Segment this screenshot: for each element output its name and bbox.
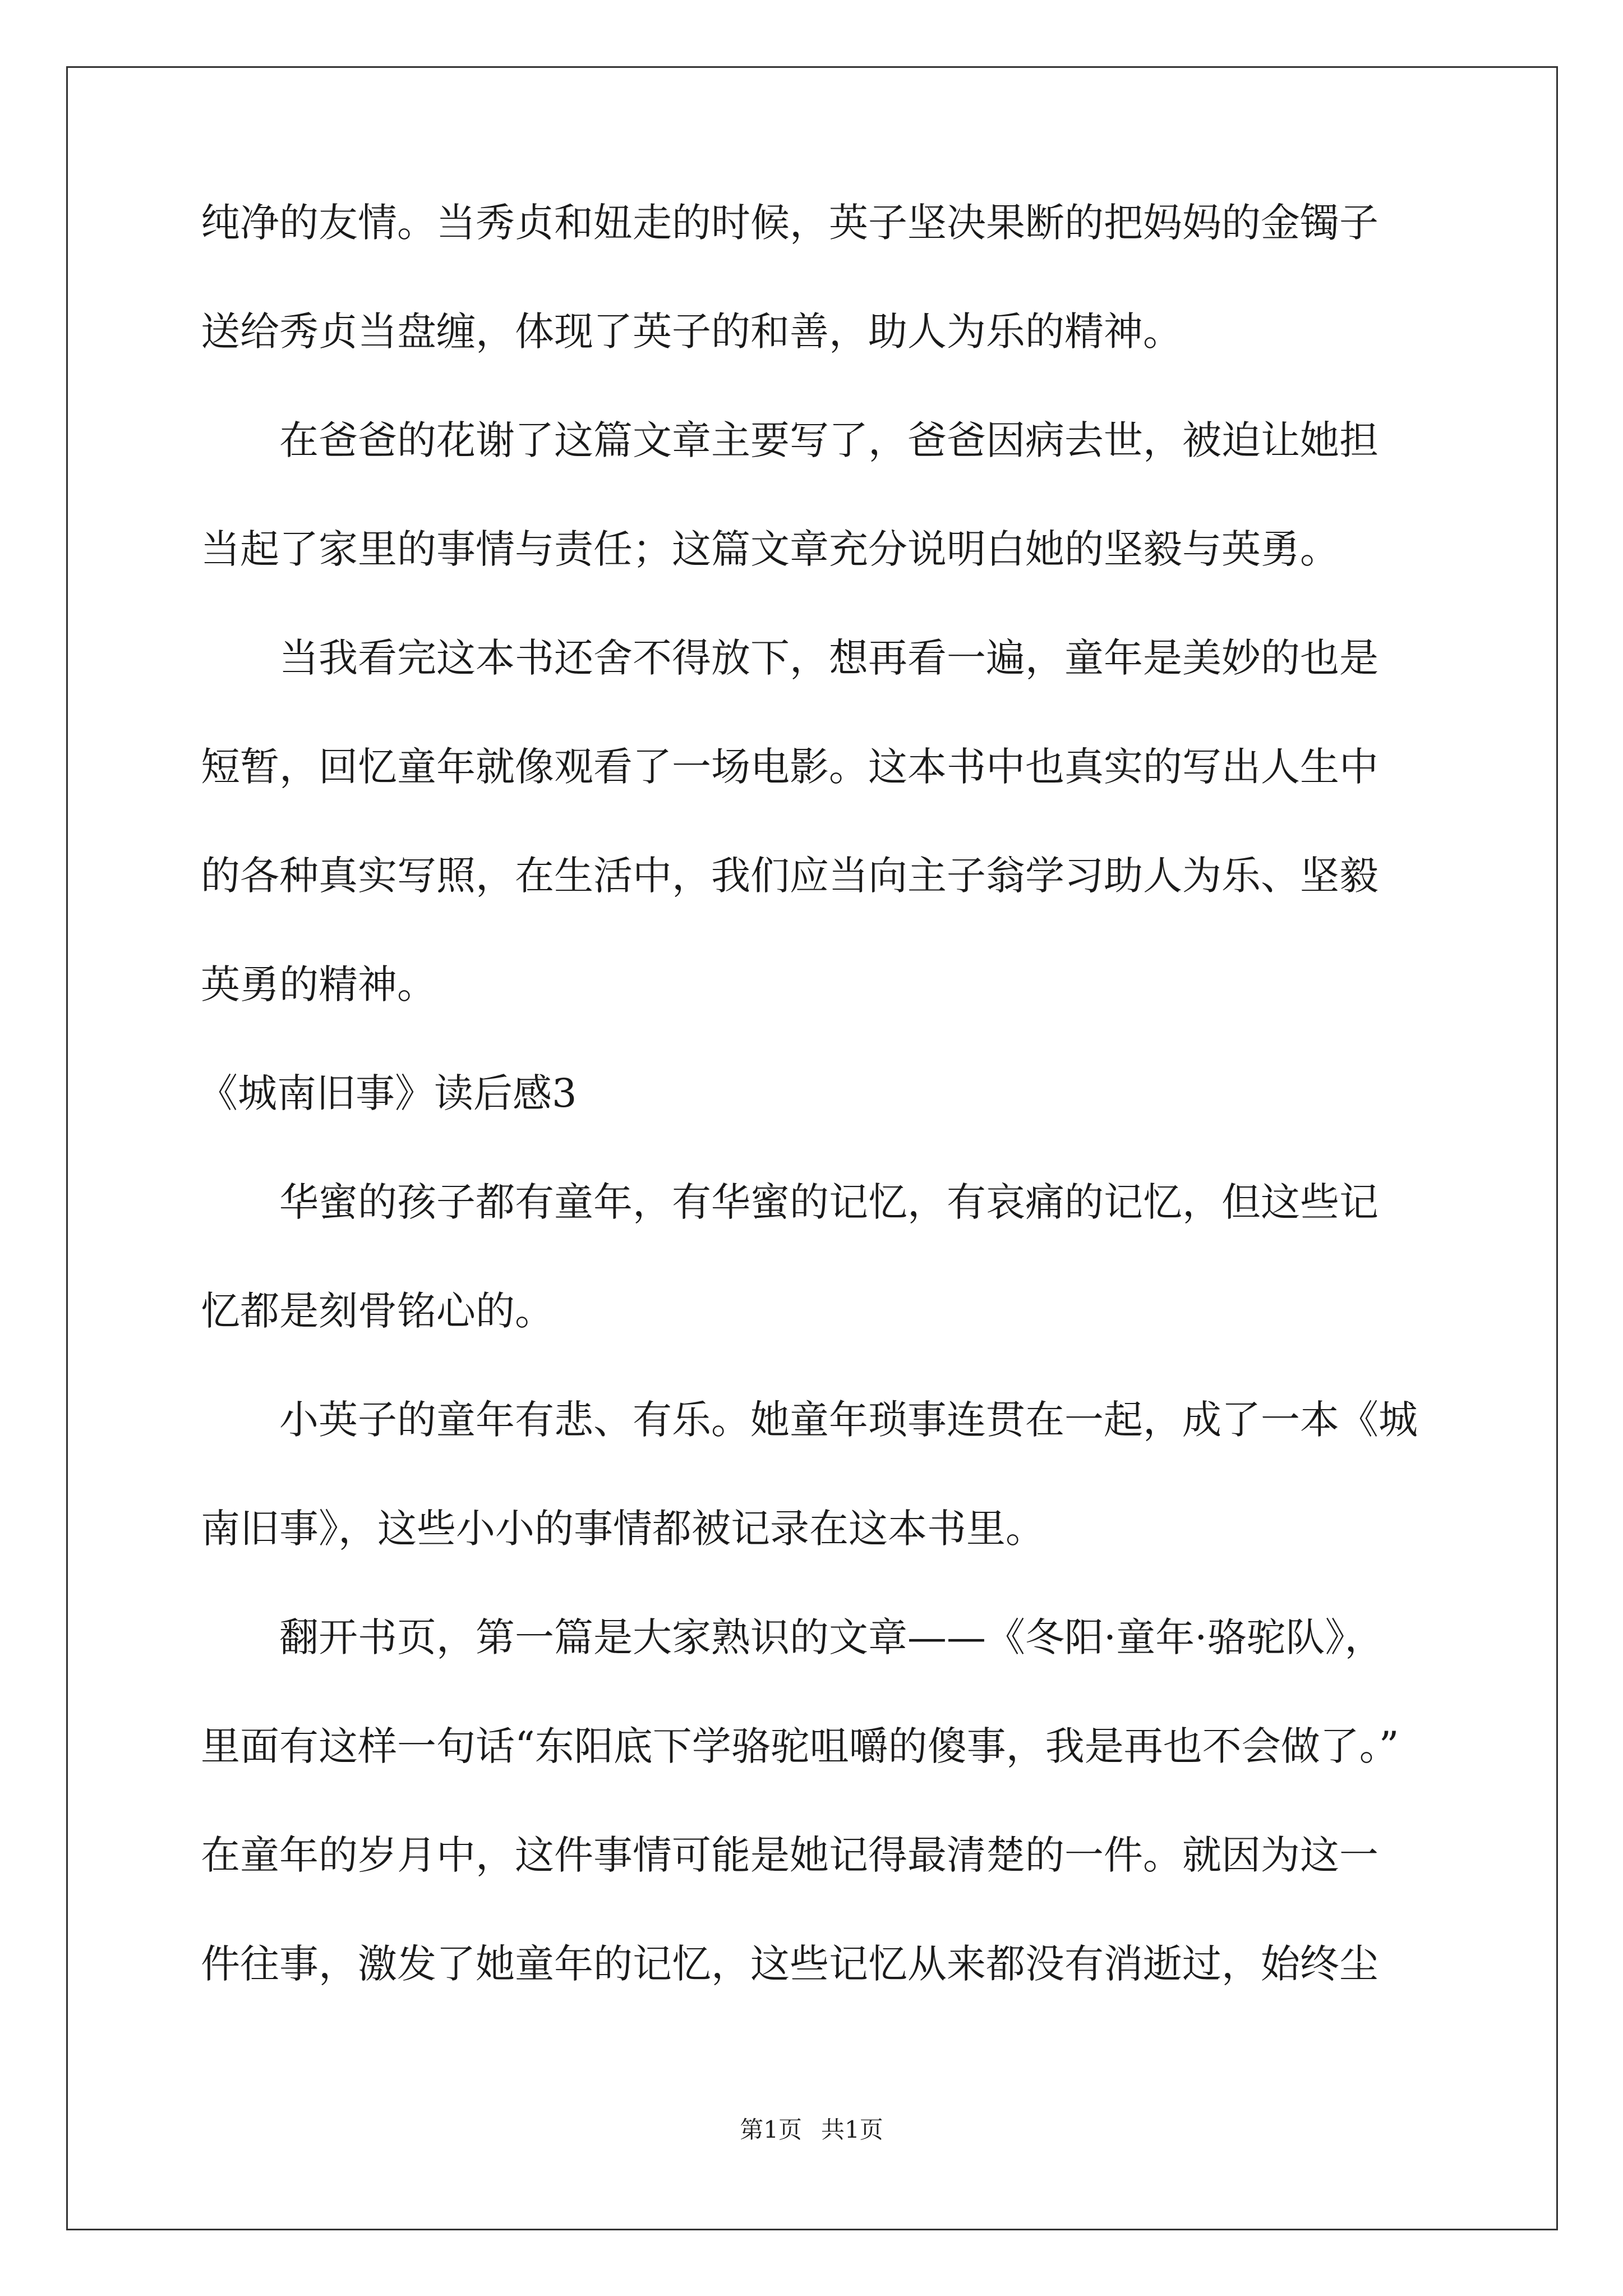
text-line: 件往事，激发了她童年的记忆，这些记忆从来都没有消逝过，始终尘: [201, 1941, 1378, 1987]
text-line: 在爸爸的花谢了这篇文章主要写了，爸爸因病去世，被迫让她担: [201, 417, 1378, 463]
text-line: 送给秀贞当盘缠，体现了英子的和善，助人为乐的精神。: [201, 309, 1182, 355]
document-body: [199, 200, 1457, 2053]
text-line: 忆都是刻骨铭心的。: [201, 1288, 554, 1334]
text-line: 翻开书页，第一篇是大家熟识的文章——《冬阳·童年·骆驼队》，: [201, 1614, 1384, 1660]
text-line: 小英子的童年有悲、有乐。她童年琐事连贯在一起，成了一本《城: [201, 1397, 1418, 1443]
section-heading: 《城南旧事》读后感3: [199, 1070, 577, 1116]
text-line: 里面有这样一句话“东阳底下学骆驼咀嚼的傻事，我是再也不会做了。”: [201, 1723, 1399, 1769]
text-line: 当起了家里的事情与责任；这篇文章充分说明白她的坚毅与英勇。: [201, 526, 1339, 572]
text-line: 华蜜的孩子都有童年，有华蜜的记忆，有哀痛的记忆，但这些记: [201, 1179, 1378, 1225]
page-footer: [0, 2111, 1623, 2145]
page-number: 第1页: [740, 2116, 802, 2143]
text-line: 纯净的友情。当秀贞和妞走的时候，英子坚决果断的把妈妈的金镯子: [201, 200, 1378, 246]
text-line: 英勇的精神。: [201, 961, 436, 1007]
text-line: 在童年的岁月中，这件事情可能是她记得最清楚的一件。就因为这一: [201, 1832, 1378, 1878]
text-line: 的各种真实写照，在生活中，我们应当向主子翁学习助人为乐、坚毅: [201, 853, 1378, 899]
text-line: 短暂，回忆童年就像观看了一场电影。这本书中也真实的写出人生中: [201, 744, 1378, 790]
text-line: 当我看完这本书还舍不得放下，想再看一遍，童年是美妙的也是: [201, 635, 1378, 681]
text-line: 南旧事》，这些小小的事情都被记录在这本书里。: [201, 1506, 1045, 1552]
page-total: 共1页: [821, 2116, 883, 2143]
